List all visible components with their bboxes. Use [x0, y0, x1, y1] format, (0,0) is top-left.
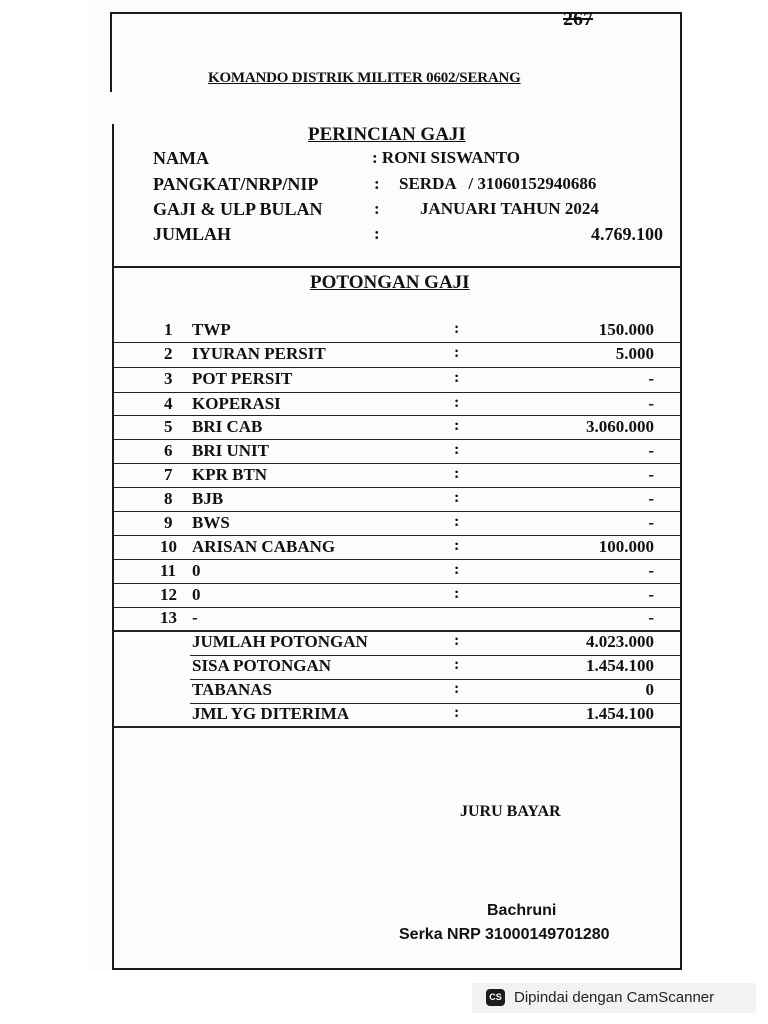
row-colon: : — [454, 489, 460, 506]
row-divider — [114, 487, 680, 488]
gaji-label: GAJI & ULP BULAN — [153, 199, 323, 219]
table-row — [114, 561, 680, 585]
row-value: - — [648, 513, 654, 532]
table-row — [114, 513, 680, 537]
total-label: SISA POTONGAN — [192, 656, 332, 675]
row-label: BWS — [192, 513, 230, 532]
camscanner-logo-icon: CS — [486, 989, 505, 1006]
row-label: BRI UNIT — [192, 441, 269, 460]
table-row — [114, 417, 680, 441]
total-colon: : — [454, 704, 460, 721]
institution-title: KOMANDO DISTRIK MILITER 0602/SERANG — [208, 70, 521, 86]
table-row — [114, 320, 680, 344]
row-value: - — [648, 561, 654, 580]
deductions-title: POTONGAN GAJI — [310, 272, 470, 293]
row-colon: : — [454, 394, 460, 411]
total-row — [114, 632, 680, 656]
row-value: - — [648, 489, 654, 508]
jumlah-colon: : — [374, 224, 380, 243]
table-row — [114, 489, 680, 513]
row-value: - — [648, 369, 654, 388]
row-label: POT PERSIT — [192, 369, 293, 388]
table-row — [114, 465, 680, 489]
row-number: 13 — [160, 608, 177, 627]
row-number: 5 — [164, 417, 173, 436]
paymaster-nrp: Serka NRP 31000149701280 — [399, 926, 610, 943]
row-label: KOPERASI — [192, 394, 281, 413]
camscanner-text: Dipindai dengan CamScanner — [514, 989, 715, 1006]
row-colon: : — [454, 417, 460, 434]
row-divider — [114, 463, 680, 464]
row-value: 5.000 — [615, 344, 654, 363]
row-value: - — [648, 608, 654, 627]
paymaster-name: Bachruni — [487, 902, 557, 919]
row-value: 150.000 — [598, 320, 654, 339]
row-label: 0 — [192, 561, 201, 580]
page-number: 267 — [563, 8, 593, 30]
total-colon: : — [454, 680, 460, 697]
row-colon: : — [454, 465, 460, 482]
row-number: 8 — [164, 489, 173, 508]
row-number: 6 — [164, 441, 173, 460]
row-value: - — [648, 394, 654, 413]
row-divider — [114, 559, 680, 560]
row-number: 10 — [160, 537, 177, 556]
table-row — [114, 369, 680, 393]
gaji-colon: : — [374, 199, 380, 218]
row-colon: : — [454, 320, 460, 337]
total-label: TABANAS — [192, 680, 272, 699]
row-number: 2 — [164, 344, 173, 363]
row-value: - — [648, 465, 654, 484]
header-divider — [112, 266, 682, 268]
row-divider — [114, 392, 680, 393]
camscanner-badge — [472, 983, 756, 1013]
row-value: - — [648, 585, 654, 604]
nama-label: NAMA — [153, 148, 209, 168]
row-label: BJB — [192, 489, 224, 508]
gaji-value: JANUARI TAHUN 2024 — [420, 199, 599, 218]
row-divider — [114, 511, 680, 512]
table-row — [114, 608, 680, 632]
row-colon: : — [454, 369, 460, 386]
total-colon: : — [454, 632, 460, 649]
row-number: 3 — [164, 369, 173, 388]
row-divider — [114, 583, 680, 584]
row-colon: : — [454, 561, 460, 578]
total-colon: : — [454, 656, 460, 673]
row-divider — [114, 439, 680, 440]
nama-value: : RONI SISWANTO — [372, 148, 521, 167]
row-label: BRI CAB — [192, 417, 263, 436]
row-label: ARISAN CABANG — [192, 537, 336, 556]
row-label: - — [192, 608, 198, 627]
total-row — [114, 656, 680, 680]
pangkat-label: PANGKAT/NRP/NIP — [153, 174, 319, 194]
row-label: 0 — [192, 585, 201, 604]
row-value: - — [648, 441, 654, 460]
total-value: 1.454.100 — [586, 656, 654, 675]
row-value: 100.000 — [598, 537, 654, 556]
row-divider — [114, 367, 680, 368]
row-colon: : — [454, 344, 460, 361]
document-title: PERINCIAN GAJI — [308, 124, 466, 145]
row-colon: : — [454, 513, 460, 530]
jumlah-value: 4.769.100 — [591, 224, 663, 244]
total-row — [114, 704, 680, 728]
row-number: 11 — [160, 561, 177, 580]
paymaster-role: JURU BAYAR — [460, 803, 561, 820]
table-row — [114, 585, 680, 609]
row-number: 12 — [160, 585, 177, 604]
row-number: 9 — [164, 513, 173, 532]
row-divider — [114, 535, 680, 536]
total-value: 4.023.000 — [586, 632, 654, 651]
row-divider — [114, 415, 680, 416]
row-value: 3.060.000 — [586, 417, 654, 436]
row-number: 7 — [164, 465, 173, 484]
row-number: 4 — [164, 394, 173, 413]
total-value: 1.454.100 — [586, 704, 654, 723]
table-row — [114, 344, 680, 368]
row-colon: : — [454, 441, 460, 458]
right-border — [680, 12, 682, 970]
pangkat-colon: : — [374, 174, 380, 193]
total-value: 0 — [645, 680, 654, 699]
table-row — [114, 537, 680, 561]
row-number: 1 — [164, 320, 173, 339]
left-border-top — [110, 12, 112, 92]
row-colon: : — [454, 585, 460, 602]
row-label: IYURAN PERSIT — [192, 344, 326, 363]
row-colon: : — [454, 537, 460, 554]
total-row — [114, 680, 680, 704]
bottom-border — [112, 968, 682, 970]
top-border-line — [110, 12, 682, 14]
jumlah-label: JUMLAH — [153, 224, 231, 244]
total-label: JML YG DITERIMA — [192, 704, 350, 723]
table-row — [114, 441, 680, 465]
pangkat-value: SERDA / 31060152940686 — [399, 174, 597, 193]
row-divider — [114, 342, 680, 343]
total-label: JUMLAH POTONGAN — [192, 632, 368, 651]
row-label: TWP — [192, 320, 231, 339]
row-label: KPR BTN — [192, 465, 268, 484]
totals-bottom-line — [114, 726, 680, 728]
